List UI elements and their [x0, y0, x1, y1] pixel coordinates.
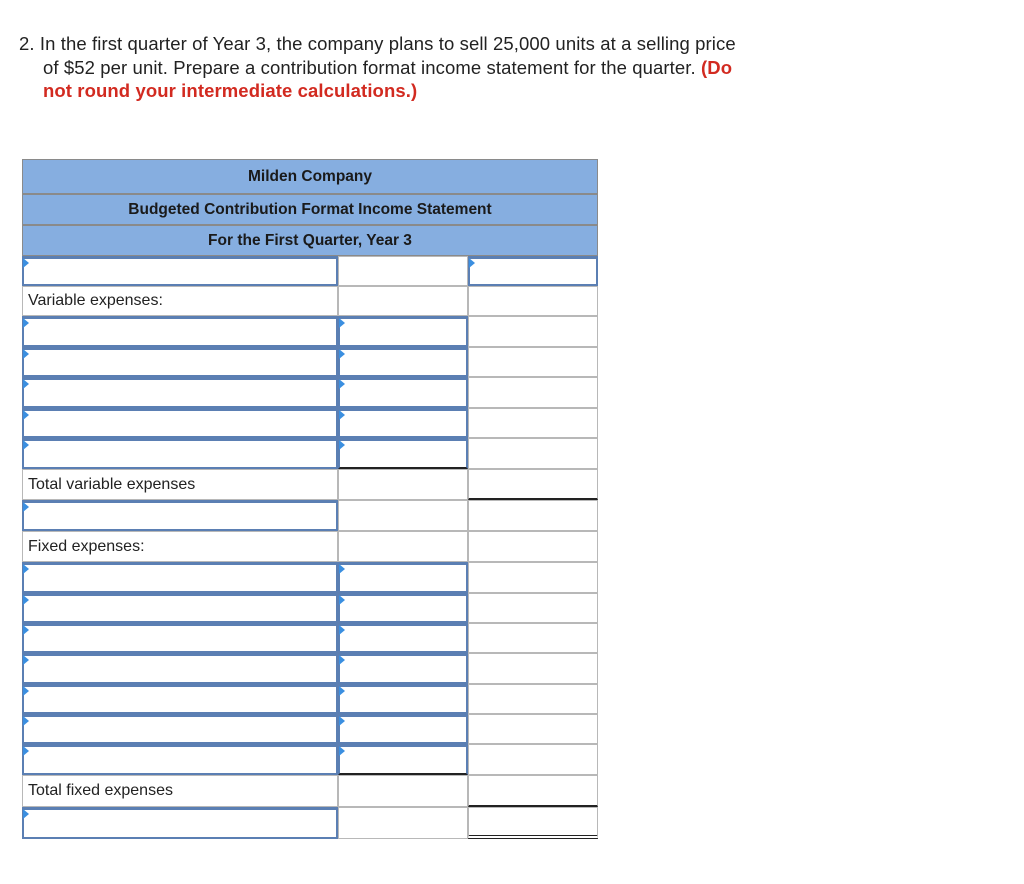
net-operating-income-amount: [468, 807, 598, 839]
variable-expense-amount-input[interactable]: [338, 347, 468, 377]
variable-expense-amount-input[interactable]: [338, 377, 468, 408]
fixed-expense-label-input[interactable]: [22, 623, 338, 653]
question-line-1: 2. In the first quarter of Year 3, the company plans to sell 25,000 units at a selling price: [19, 33, 736, 54]
total-variable-expenses-amount: [468, 469, 598, 500]
fixed-expense-amount-input[interactable]: [338, 684, 468, 714]
company-name: Milden Company: [247, 168, 372, 185]
fixed-expense-label-input[interactable]: [22, 744, 338, 775]
variable-expense-right-cell: [468, 438, 598, 469]
fixed-expense-amount-input[interactable]: [338, 744, 468, 775]
variable-expenses-right-cell: [468, 286, 598, 316]
variable-expense-amount-input[interactable]: [338, 316, 468, 347]
contribution-margin-label-input[interactable]: [22, 500, 338, 531]
statement-period: For the First Quarter, Year 3: [208, 232, 412, 249]
total-fixed-expenses-mid-cell: [338, 775, 468, 807]
total-fixed-expenses-amount: [468, 775, 598, 807]
variable-expenses-mid-cell: [338, 286, 468, 316]
fixed-expense-amount-input[interactable]: [338, 714, 468, 744]
variable-expense-label-input[interactable]: [22, 377, 338, 408]
net-operating-income-mid-cell: [338, 807, 468, 839]
total-variable-expenses-mid-cell: [338, 469, 468, 500]
fixed-expense-right-cell: [468, 593, 598, 623]
contribution-margin-mid-cell: [338, 500, 468, 531]
statement-title-header: [22, 194, 598, 225]
sales-mid-cell: [338, 256, 468, 286]
variable-expense-right-cell: [468, 316, 598, 347]
variable-expenses-label: Variable expenses:: [22, 286, 338, 316]
statement-company-header: [22, 159, 598, 194]
fixed-expense-right-cell: [468, 684, 598, 714]
fixed-expense-right-cell: [468, 744, 598, 775]
question-instruction: (Do: [701, 56, 733, 78]
fixed-expenses-label: Fixed expenses:: [22, 531, 338, 562]
fixed-expense-label-input[interactable]: [22, 684, 338, 714]
fixed-expenses-mid-cell: [338, 531, 468, 562]
net-operating-income-label-input[interactable]: [22, 807, 338, 839]
variable-expense-label-input[interactable]: [22, 316, 338, 347]
question-line-2-text: of $52 per unit. Prepare a contribution format income statement for the quarter.: [43, 56, 696, 78]
question-instruction-cont: not round your intermediate calculations.): [43, 80, 418, 101]
fixed-expense-amount-input[interactable]: [338, 562, 468, 593]
question-text: [19, 32, 849, 103]
statement-title: Budgeted Contribution Format Income Statement: [128, 201, 492, 218]
variable-expense-right-cell: [468, 377, 598, 408]
contribution-margin-amount: [468, 500, 598, 531]
variable-expense-right-cell: [468, 347, 598, 377]
fixed-expense-label-input[interactable]: [22, 562, 338, 593]
fixed-expense-right-cell: [468, 623, 598, 653]
sales-label-input[interactable]: [22, 256, 338, 286]
variable-expense-right-cell: [468, 408, 598, 438]
variable-expense-label-input[interactable]: [22, 408, 338, 438]
fixed-expense-right-cell: [468, 653, 598, 684]
fixed-expense-right-cell: [468, 562, 598, 593]
sales-amount-input[interactable]: [468, 256, 598, 286]
variable-expense-label-input[interactable]: [22, 438, 338, 469]
variable-expense-amount-input[interactable]: [338, 408, 468, 438]
fixed-expense-amount-input[interactable]: [338, 653, 468, 684]
statement-period-header: [22, 225, 598, 256]
total-fixed-expenses-label: Total fixed expenses: [22, 775, 338, 807]
fixed-expense-label-input[interactable]: [22, 653, 338, 684]
fixed-expense-label-input[interactable]: [22, 714, 338, 744]
fixed-expense-amount-input[interactable]: [338, 623, 468, 653]
fixed-expenses-right-cell: [468, 531, 598, 562]
variable-expense-amount-input[interactable]: [338, 438, 468, 469]
total-variable-expenses-label: Total variable expenses: [22, 469, 338, 500]
variable-expense-label-input[interactable]: [22, 347, 338, 377]
fixed-expense-right-cell: [468, 714, 598, 744]
fixed-expense-label-input[interactable]: [22, 593, 338, 623]
fixed-expense-amount-input[interactable]: [338, 593, 468, 623]
income-statement-table: [22, 159, 598, 839]
question-line-2: [19, 56, 849, 80]
